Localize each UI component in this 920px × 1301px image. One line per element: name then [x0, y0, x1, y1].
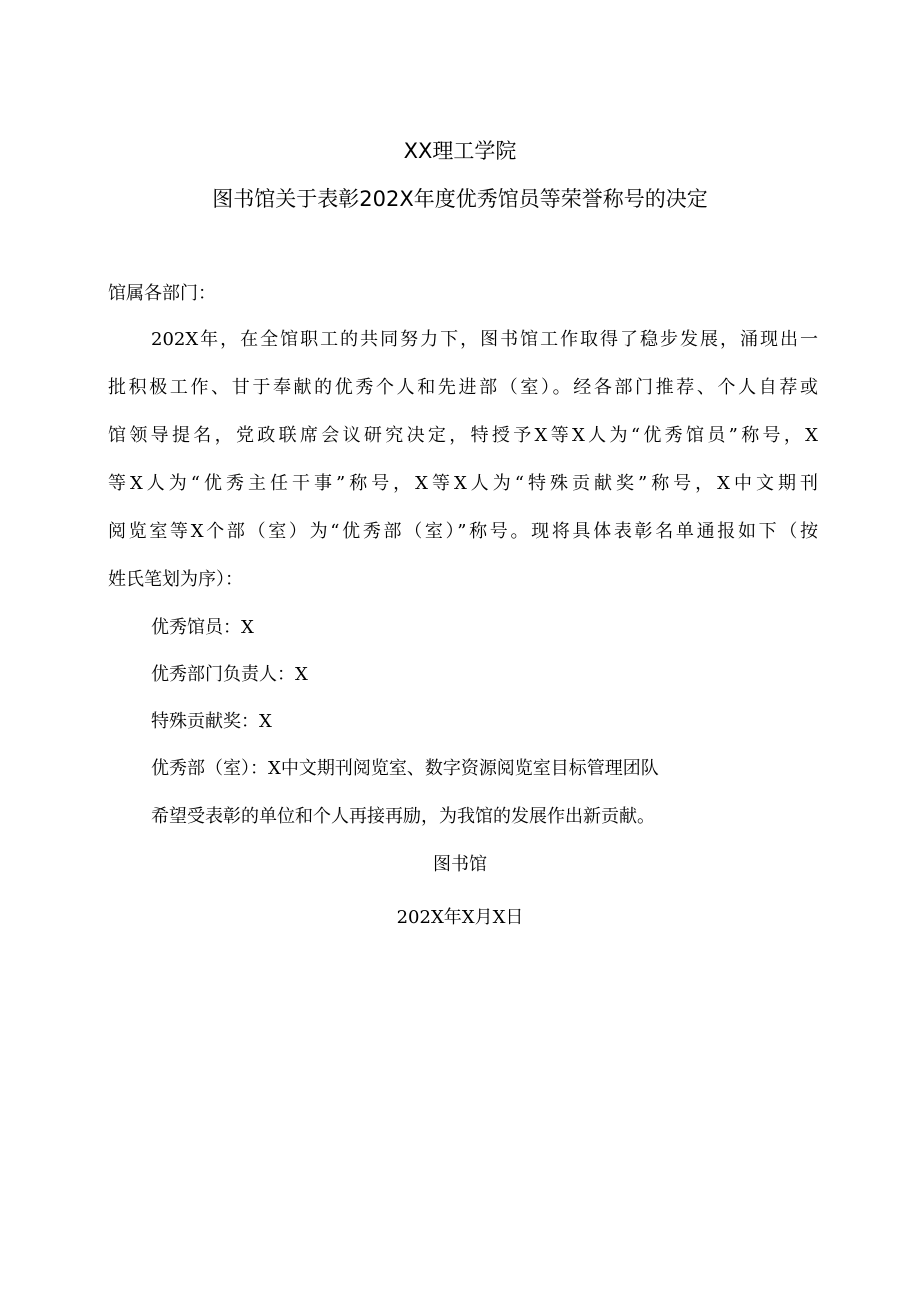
issuer-signature: 图书馆 — [433, 854, 487, 875]
award-item-excellent-department: 优秀部（室）：X中文期刊阅览室、数字资源阅览室目标管理团队 — [151, 758, 659, 779]
body-line: 202X年，在全馆职工的共同努力下，图书馆工作取得了稳步发展，涌现出一 — [151, 329, 818, 350]
document-title: 图书馆关于表彰202X年度优秀馆员等荣誉称号的决定 — [212, 187, 708, 211]
body-line: 姓氏笔划为序）： — [108, 569, 243, 590]
body-line: 阅览室等X个部（室）为“优秀部（室）”称号。现将具体表彰名单通报如下（按 — [108, 521, 818, 542]
closing-remark: 希望受表彰的单位和个人再接再励，为我馆的发展作出新贡献。 — [151, 806, 655, 827]
salutation: 馆属各部门： — [108, 283, 216, 304]
document-title-institution: XX理工学院 — [403, 139, 517, 163]
body-line: 批积极工作、甘于奉献的优秀个人和先进部（室）。经各部门推荐、个人自荐或 — [108, 377, 818, 398]
body-line: 等X人为“优秀主任干事”称号，X等X人为“特殊贡献奖”称号，X中文期刊 — [108, 473, 818, 494]
issue-date: 202X年X月X日 — [396, 907, 524, 928]
award-item-special-contribution: 特殊贡献奖：X — [151, 711, 272, 732]
body-line: 馆领导提名，党政联席会议研究决定，特授予X等X人为“优秀馆员”称号，X — [108, 425, 818, 446]
award-item-excellent-department-head: 优秀部门负责人：X — [151, 664, 308, 685]
body-paragraph — [108, 328, 818, 616]
award-item-excellent-librarian: 优秀馆员：X — [151, 617, 254, 638]
